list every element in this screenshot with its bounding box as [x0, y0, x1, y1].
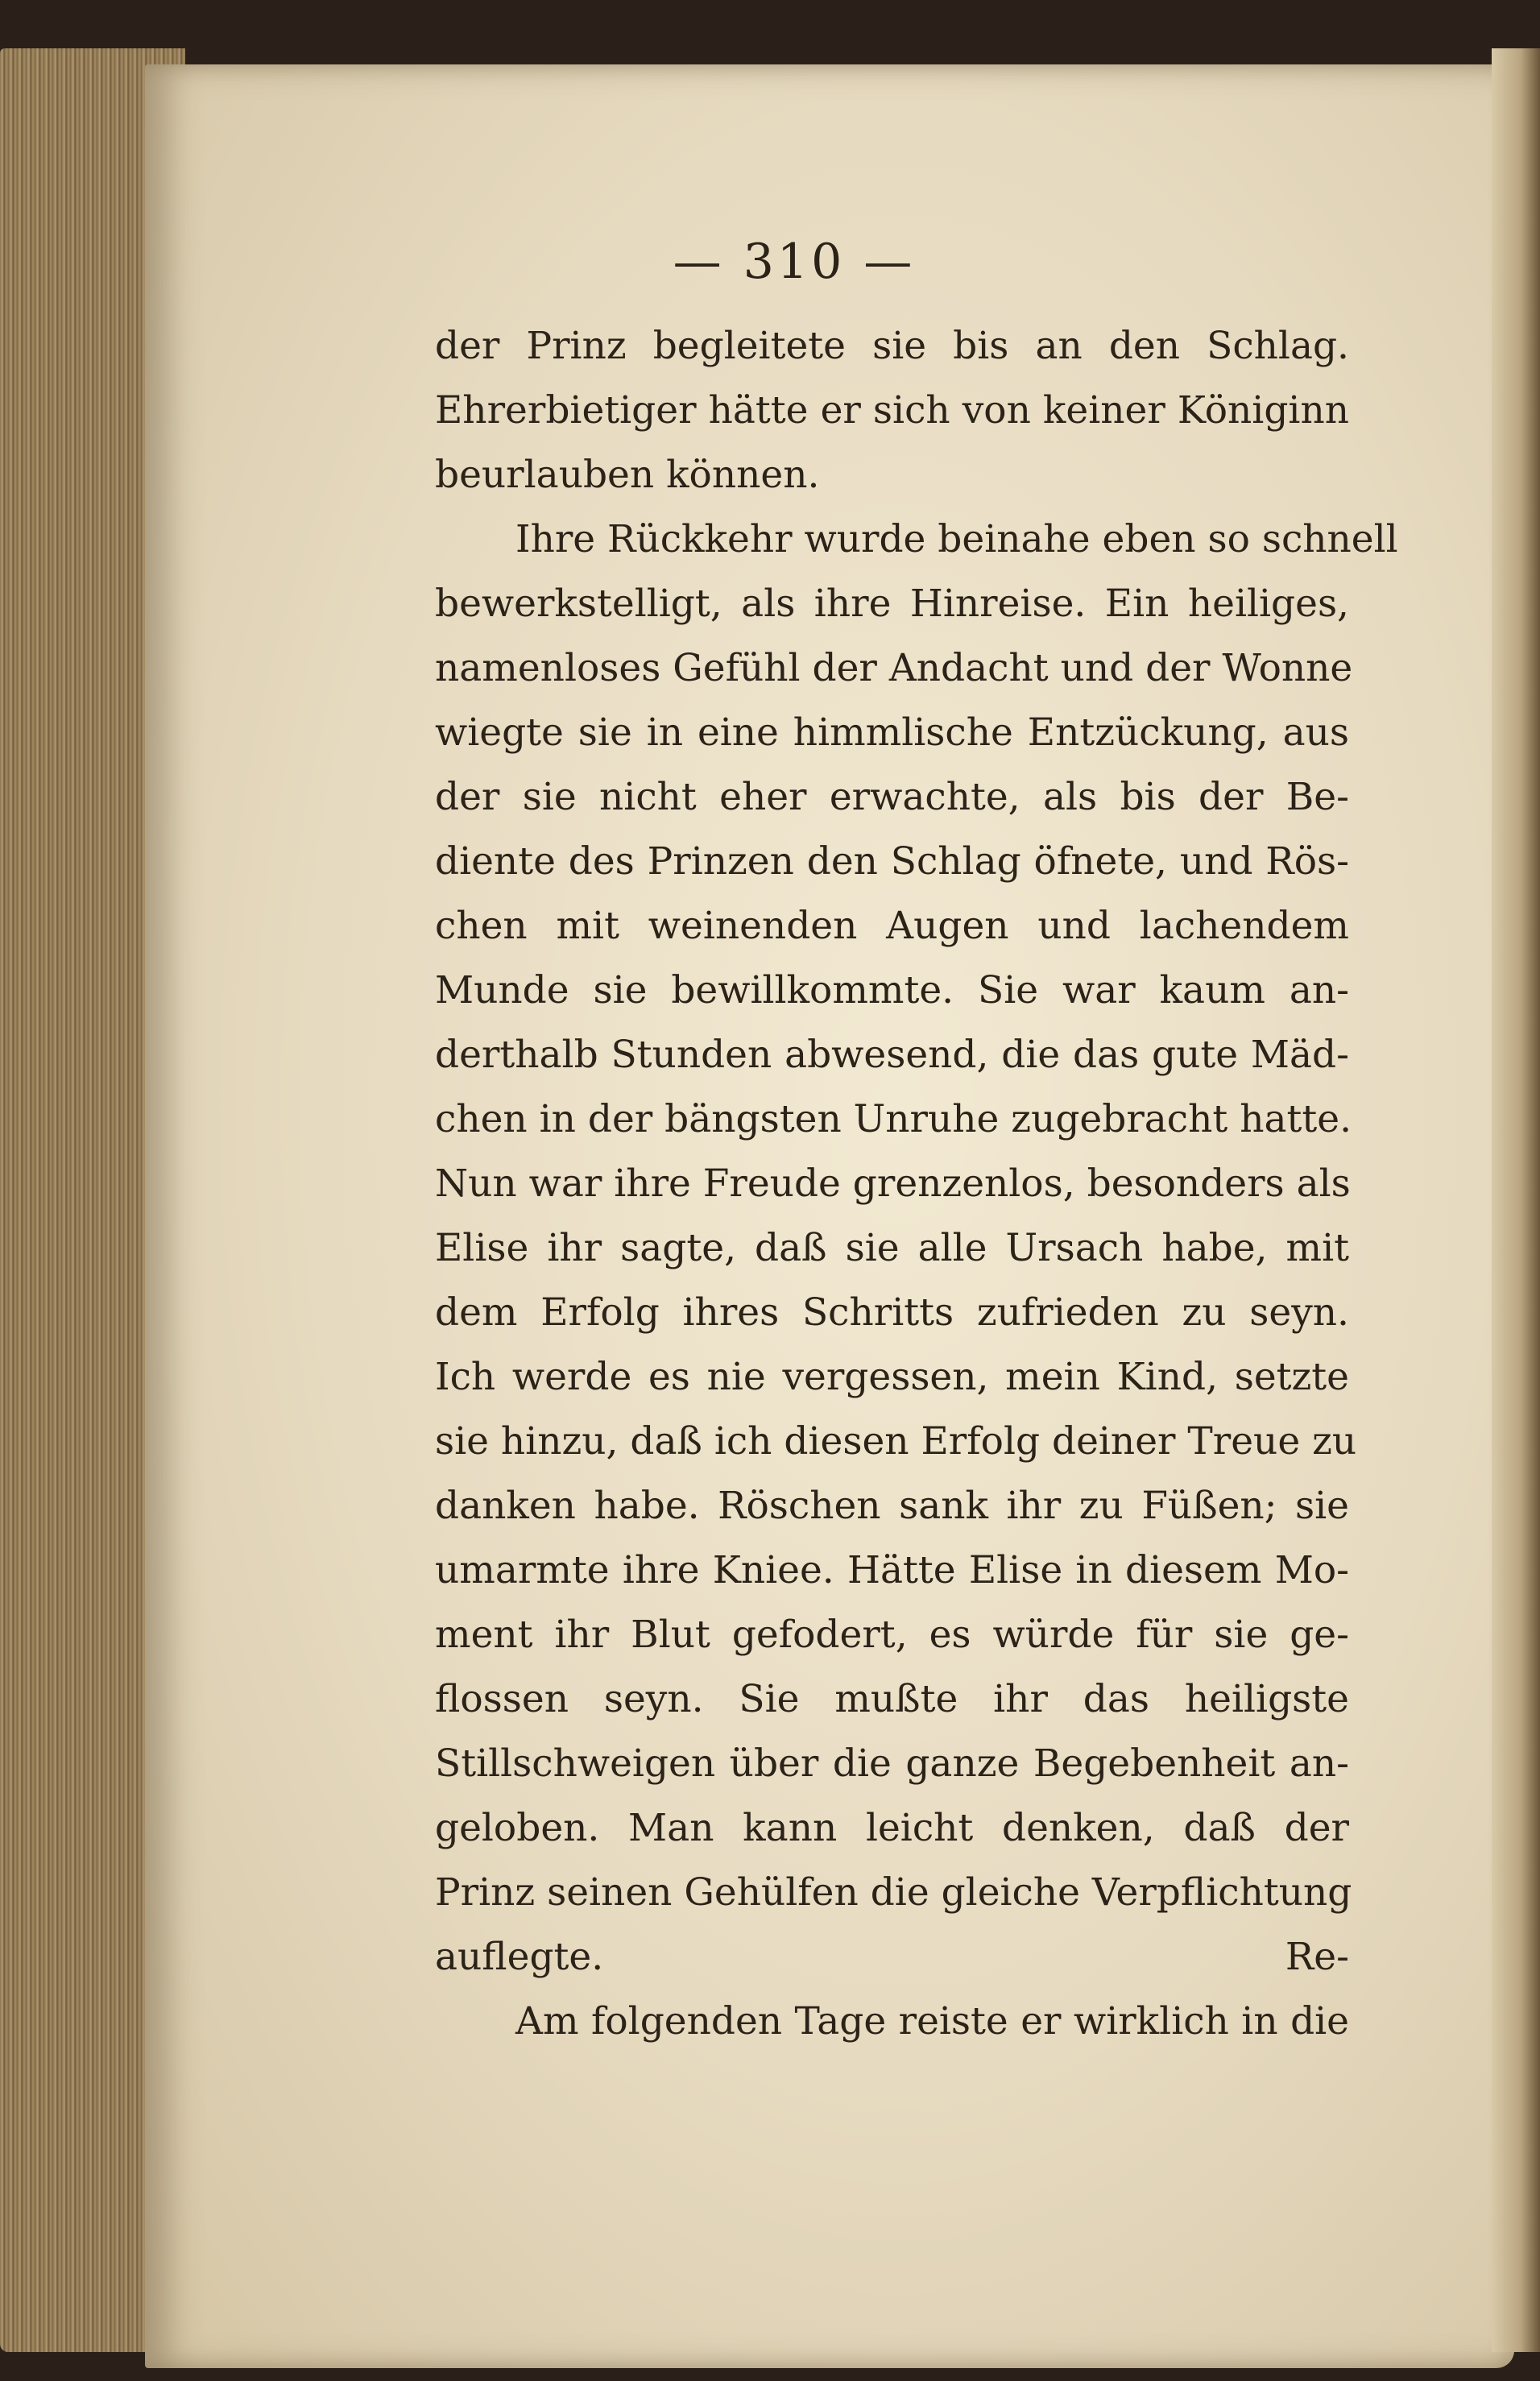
text-line: auflegte. [435, 1935, 604, 1979]
catchword: Re- [1285, 1935, 1349, 1979]
text-line: dem Erfolg ihres Schritts zufrieden zu seyn. [435, 1290, 1349, 1335]
text-line: Am folgenden Tage reiste er wirklich in die [515, 1999, 1349, 2044]
text-line: geloben. Man kann leicht denken, daß der [435, 1806, 1349, 1850]
text-line: wiegte sie in eine himmlische Entzückung, aus [435, 710, 1349, 755]
text-line: ment ihr Blut gefodert, es würde für sie ge- [435, 1613, 1349, 1657]
facing-page-edge [1492, 48, 1540, 2352]
text-line: der Prinz begleitete sie bis an den Schlag. [435, 324, 1349, 368]
text-line: Elise ihr sagte, daß sie alle Ursach habe, mit [435, 1226, 1349, 1270]
text-line: diente des Prinzen den Schlag öfnete, und Rös- [435, 839, 1349, 884]
text-line: Munde sie bewillkommte. Sie war kaum an- [435, 968, 1349, 1012]
text-line: namenloses Gefühl der Andacht und der Wonne [435, 646, 1353, 690]
text-line: derthalb Stunden abwesend, die das gute Mäd- [435, 1033, 1349, 1077]
text-line: chen mit weinenden Augen und lachendem [435, 904, 1349, 948]
body-text [435, 314, 1398, 2054]
text-line: Prinz seinen Gehülfen die gleiche Verpflichtung [435, 1870, 1352, 1915]
text-line: Nun war ihre Freude grenzenlos, besonders als [435, 1162, 1351, 1206]
text-line: der sie nicht eher erwachte, als bis der Be- [435, 775, 1349, 819]
text-line: umarmte ihre Kniee. Hätte Elise in diesem Mo- [435, 1548, 1349, 1592]
text-line: Ich werde es nie vergessen, mein Kind, setzte [435, 1355, 1349, 1399]
text-line: Stillschweigen über die ganze Begebenheit an- [435, 1741, 1349, 1786]
text-line: beurlauben können. [435, 453, 820, 497]
text-line: flossen seyn. Sie mußte ihr das heiligste [435, 1677, 1349, 1721]
text-line: danken habe. Röschen sank ihr zu Füßen; sie [435, 1484, 1349, 1528]
text-line: Ehrerbietiger hätte er sich von keiner Königinn [435, 388, 1349, 433]
text-line: chen in der bängsten Unruhe zugebracht hatte. [435, 1097, 1352, 1141]
text-line: Ihre Rückkehr wurde beinahe eben so schnell [515, 517, 1398, 561]
text-line: bewerkstelligt, als ihre Hinreise. Ein heiliges, [435, 582, 1349, 626]
text-line: sie hinzu, daß ich diesen Erfolg deiner Treue zu [435, 1419, 1357, 1464]
page-number: — 310 — [673, 234, 916, 290]
